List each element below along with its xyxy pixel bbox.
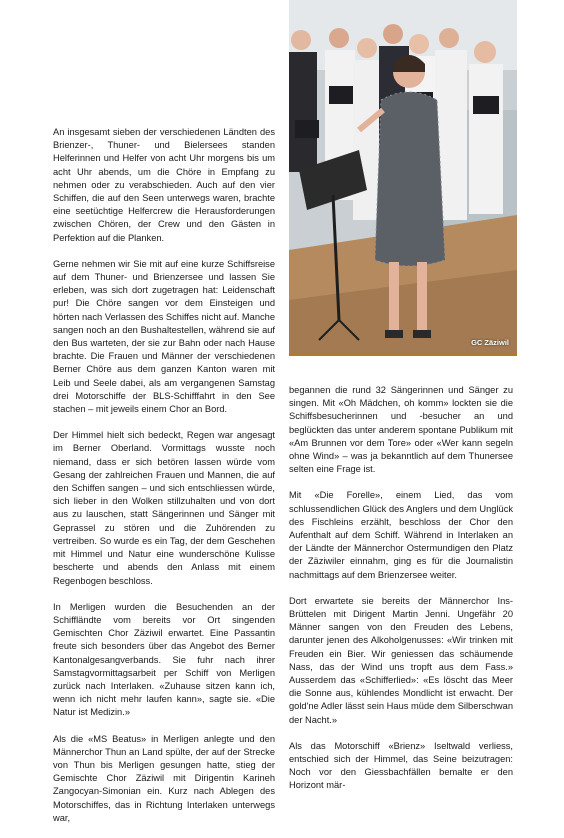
paragraph: Als die «MS Beatus» in Merligen anlegte und den Männerchor Thun an Land spülte, der auf der Strecke von Thun bis Merligen gesungen hatte, stieg der Gemischte Chor Zäziwil mit Dirigentin Karineh Zangocyan-Simonian ein. Kurz nach Ablegen des Motorschiffes, das in Richtung Interlaken unterwegs war, — [53, 733, 275, 823]
paragraph: Als das Motorschiff «Brienz» Iseltwald verliess, entschied sich der Himmel, das Seine beizutragen: Noch vor den Giessbachfällen bemalte er den Horizont mär- — [289, 740, 513, 791]
paragraph: Gerne nehmen wir Sie mit auf eine kurze Schiffsreise auf dem Thuner- und Brienzersee und lassen Sie erleben, was sich dort zugetragen hat: Leidenschaft pur! Die Chöre sangen vor dem Einsteigen und hörten nach Verlassen des Schiffes nicht auf. Manche sangen noch an den Bushaltestellen, während sie auf den Bus warteten, der sie zur Bahn oder nach Hause brachte. Die Frauen und Männer der verschiedenen Berner Chöre aus dem ganzen Kanton waren mit Leib und Seele dabei, als am vergangenen Samstag drei Motorschiffe der BLS-Schifffahrt in den See stachen – mit jeweils einem Chor an Bord. — [53, 258, 275, 415]
paragraph: Der Himmel hielt sich bedeckt, Regen war angesagt im Berner Oberland. Vormittags wusste noch niemand, dass er sich betören lassen würde vom Gesang der zahlreichen Frauen und Mannen, die auf den Schiffen sangen – und sich entschliessen würde, sich lieber in den Wolken stillzuhalten und von dort aus zu lauschen, statt Sängerinnen und Sänger mit Geprassel zu stören und die Zuhörenden zu vertreiben. So wurde es ein Tag, der dem Geschehen mit Himmel und Natur eine wunderschöne Kulisse bescherte und abends den Anlass mit einem Regenbogen beschloss. — [53, 430, 275, 586]
paragraph: An insgesamt sieben der verschiedenen Ländten des Brienzer-, Thuner- und Bielersees standen Helferinnen und Helfer von acht Uhr morgens bis um acht Uhr abends, um die Chöre in Empfang zu nehmen oder zu verabschieden. Auch auf den vier Schiffen, die auf den Seen unterwegs waren, brachte eine seetüchtige Helfercrew die Herausforderungen zwischen Chören, der Crew und den Gästen in Perfektion auf die Planken. — [53, 127, 275, 243]
paragraph: Dort erwartete sie bereits der Männerchor Ins-Brüttelen mit Dirigent Martin Jenni. Ungefähr 20 Männer sangen von den Freuden des Lebens, darunter jenen des Alkoholgenusses: «Wir trinken mit Freuden ein Bier. Wir geniessen das schäumende Nass, das der Wind uns tropft aus dem Fass.» Ausserdem das «Schifferlied»: «Es löscht das Meer die Sonne aus, kühlendes Mondlicht ist erwacht. Der gold'ne Adler lässt sein Haus müde dem Silberschwan der Nacht.» — [289, 595, 513, 725]
choir-photo — [289, 0, 517, 356]
article-column-left — [53, 126, 275, 838]
article-column-right — [289, 384, 513, 806]
paragraph: begannen die rund 32 Sängerinnen und Sänger zu singen. Mit «Oh Mädchen, oh komm» lockten sie die Schiffsbesucherinnen und -besucher an und beglückten das unter anderem spontane Publikum mit «Am Brunnen vor dem Tore» oder «Wer kann segeln ohne Wind» – was ja bekanntlich auf dem Thunersee selten eine Frage ist. — [289, 385, 513, 475]
paragraph: Mit «Die Forelle», einem Lied, das vom schlussendlichen Glück des Anglers und dem Unglück des Fischleins erzählt, beschloss der Chor den Aufenthalt auf dem Schiff. Während in Interlaken an der Ländte der Männerchor Ostermundigen den Platz der Zäziwiler einnahm, ging es für die Journalistin nachmittags auf dem Brienzersee weiter. — [289, 490, 513, 580]
paragraph: In Merligen wurden die Besuchenden an der Schiffländte vom bereits vor Ort singenden Gemischten Chor Zäziwil erwartet. Eine Passantin freute sich besonders über das Angebot des Berner Kantonalgesangverbands. Sie fuhr nach ihrer Samstagvormittagsarbeit per Schiff von Merligen zurück nach Interlaken. «Zuhause sitzen kann ich, wenn ich nicht mehr laufen kann», sagte sie. «Die Natur ist Medizin.» — [53, 601, 275, 718]
photo-credit: GC Zäziwil — [471, 338, 509, 347]
choir-photo-illustration — [289, 0, 517, 353]
